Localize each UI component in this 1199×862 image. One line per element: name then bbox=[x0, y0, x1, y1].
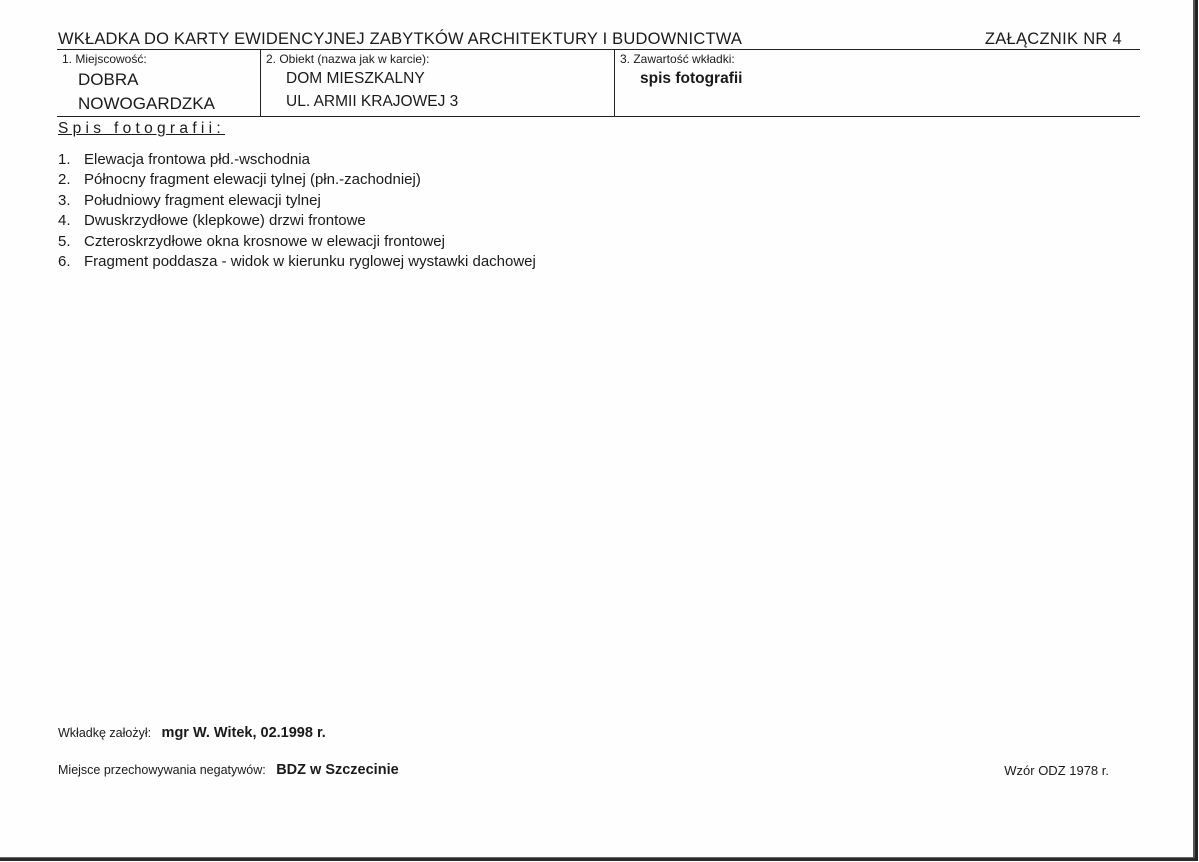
photo-list bbox=[58, 150, 536, 272]
locality-value-line2: NOWOGARDZKA bbox=[78, 94, 215, 113]
object-value-line2: UL. ARMII KRAJOWEJ 3 bbox=[286, 93, 459, 110]
object-value-line1: DOM MIESZKALNY bbox=[286, 70, 425, 87]
column-divider-2 bbox=[614, 50, 615, 117]
list-item: 3. Południowy fragment elewacji tylnej bbox=[58, 191, 321, 209]
locality-value-line1: DOBRA bbox=[78, 70, 139, 89]
header-divider bbox=[57, 49, 1140, 50]
founder-line bbox=[58, 724, 326, 742]
list-item: 5. Czteroskrzydłowe okna krosnowe w elewacji frontowej bbox=[58, 232, 445, 250]
storage-value: BDZ w Szczecinie bbox=[276, 762, 399, 778]
storage-line bbox=[58, 761, 399, 779]
list-item: 4. Dwuskrzydłowe (klepkowe) drzwi frontowe bbox=[58, 212, 366, 230]
contents-value: spis fotografii bbox=[640, 70, 743, 87]
template-note: Wzór ODZ 1978 r. bbox=[1004, 763, 1109, 778]
object-label: 2. Obiekt (nazwa jak w karcie): bbox=[266, 52, 430, 66]
founder-value: mgr W. Witek, 02.1998 r. bbox=[161, 725, 326, 741]
fields-divider bbox=[57, 116, 1140, 117]
column-divider-1 bbox=[260, 50, 261, 117]
annex-number: ZAŁĄCZNIK NR 4 bbox=[984, 30, 1122, 48]
list-item: 2. Północny fragment elewacji tylnej (płn.-zachodniej) bbox=[58, 171, 421, 189]
form-title: WKŁADKA DO KARTY EWIDENCYJNEJ ZABYTKÓW ARCHITEKTURY I BUDOWNICTWA bbox=[58, 30, 743, 48]
founder-label: Wkładkę założył: bbox=[58, 726, 152, 740]
photo-list-title: Spis fotografii: bbox=[58, 120, 226, 137]
storage-label: Miejsce przechowywania negatywów: bbox=[58, 763, 266, 777]
list-item: 1. Elewacja frontowa płd.-wschodnia bbox=[58, 151, 310, 168]
list-item: 6. Fragment poddasza - widok w kierunku ryglowej wystawki dachowej bbox=[58, 253, 536, 271]
contents-label: 3. Zawartość wkładki: bbox=[620, 52, 735, 66]
locality-label: 1. Miejscowość: bbox=[62, 52, 147, 66]
